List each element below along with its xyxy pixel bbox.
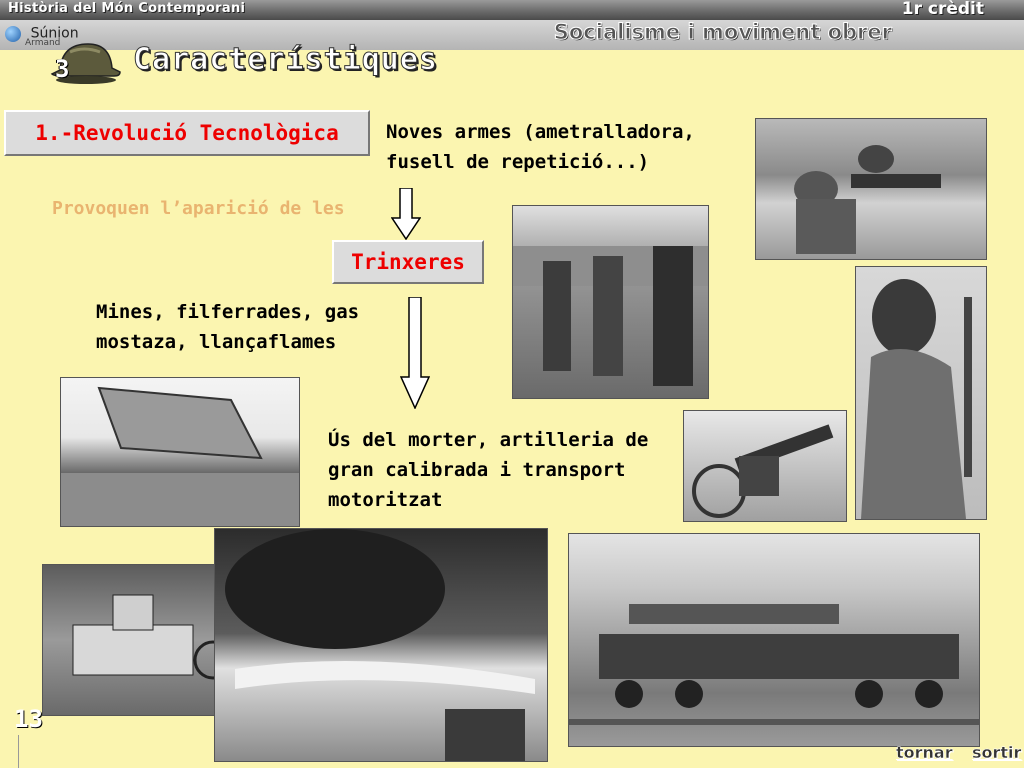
logo-sub: Armand (25, 38, 61, 48)
arrow-down-icon (391, 188, 421, 240)
arrow-down-icon (400, 297, 430, 409)
renault-tank-photo (42, 564, 232, 716)
trench-soldiers-photo (512, 205, 709, 399)
flamethrower-photo (214, 528, 548, 762)
section-number: 3 (55, 55, 70, 83)
revolution-heading-box: 1.-Revolució Tecnològica (4, 110, 370, 156)
railway-gun-photo (568, 533, 980, 747)
gas-mask-soldier-photo (855, 266, 987, 520)
credit-label: 1r crèdit (901, 0, 984, 19)
page-number-bar (18, 735, 45, 768)
page-number: 13 (14, 705, 43, 733)
exit-link[interactable]: sortir (972, 743, 1022, 762)
logo-name: Súnion (30, 25, 79, 42)
new-weapons-text: Noves armes (ametralladora, fusell de repetició...) (386, 121, 695, 173)
machine-gun-photo (755, 118, 987, 260)
unit-subtitle: Socialisme i moviment obrer (553, 20, 892, 44)
mortar-text: Ús del morter, artilleria de gran calibrada i transport motoritzat (328, 429, 649, 511)
course-title: Història del Món Contemporani (8, 1, 246, 16)
mines-text: Mines, filferrades, gas mostaza, llançaflames (96, 301, 360, 353)
provoquen-text: Provoquen l’aparició de les (52, 198, 345, 219)
artillery-gun-photo (683, 410, 847, 522)
page-title: Característiques (133, 42, 438, 77)
tank-photo (60, 377, 300, 527)
back-link[interactable]: tornar (896, 743, 953, 762)
globe-logo-icon (5, 26, 21, 42)
trenches-box: Trinxeres (332, 240, 484, 284)
